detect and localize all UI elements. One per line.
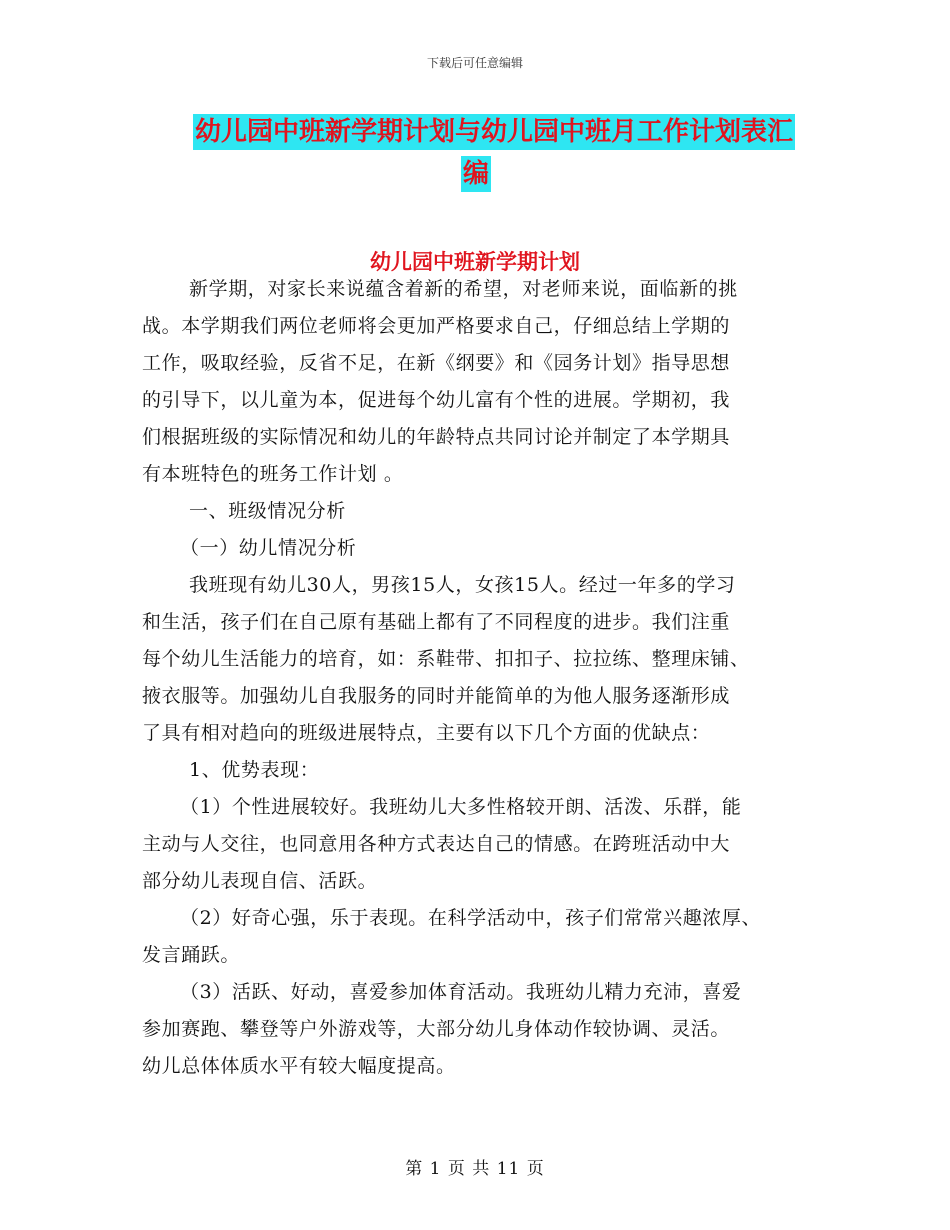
list-item: （1）个性进展较好。我班幼儿大多性格较开朗、活泼、乐群，能 [180, 796, 742, 818]
body-line: 主动与人交往，也同意用各种方式表达自己的情感。在跨班活动中大 [142, 833, 731, 855]
document-title-line-1: 幼儿园中班新学期计划与幼儿园中班月工作计划表汇 [193, 114, 795, 150]
section-heading: 一、班级情况分析 [189, 500, 346, 522]
list-item: （2）好奇心强，乐于表现。在科学活动中，孩子们常常兴趣浓厚、 [180, 907, 762, 929]
body-line: 和生活，孩子们在自己原有基础上都有了不同程度的进步。我们注重 [142, 611, 731, 633]
body-line: 掖衣服等。加强幼儿自我服务的同时并能简单的为他人服务逐渐形成 [142, 685, 731, 707]
body-line: 工作，吸取经验，反省不足，在新《纲要》和《园务计划》指导思想 [142, 352, 731, 374]
body-line: 新学期，对家长来说蕴含着新的希望，对老师来说，面临新的挑 [189, 278, 738, 300]
page-footer: 第 1 页 共 11 页 [405, 1159, 545, 1179]
body-line: 有本班特色的班务工作计划 。 [142, 463, 404, 485]
body-line: 们根据班级的实际情况和幼儿的年龄特点共同讨论并制定了本学期具 [142, 426, 731, 448]
header-note: 下载后可任意编辑 [426, 56, 523, 70]
list-item: （3）活跃、好动，喜爱参加体育活动。我班幼儿精力充沛，喜爱 [180, 981, 742, 1003]
body-line: 战。本学期我们两位老师将会更加严格要求自己，仔细总结上学期的 [142, 315, 731, 337]
body-line: 每个幼儿生活能力的培育，如：系鞋带、扣扣子、拉拉练、整理床铺、 [142, 648, 750, 670]
subsection-heading: （一）幼儿情况分析 [180, 537, 357, 559]
body-line: 的引导下，以儿童为本，促进每个幼儿富有个性的进展。学期初，我 [142, 389, 731, 411]
body-line: 了具有相对趋向的班级进展特点，主要有以下几个方面的优缺点： [142, 722, 711, 744]
section-subtitle: 幼儿园中班新学期计划 [370, 249, 580, 274]
body-line: 发言踊跃。 [142, 944, 241, 966]
body-line: 我班现有幼儿30人，男孩15人，女孩15人。经过一年多的学习 [189, 574, 736, 596]
body-line: 幼儿总体体质水平有较大幅度提高。 [142, 1055, 456, 1077]
document-title-line-2: 编 [461, 156, 491, 192]
body-line: 参加赛跑、攀登等户外游戏等，大部分幼儿身体动作较协调、灵活。 [142, 1018, 731, 1040]
body-line: 部分幼儿表现自信、活跃。 [142, 870, 378, 892]
list-heading: 1、优势表现： [189, 759, 320, 781]
